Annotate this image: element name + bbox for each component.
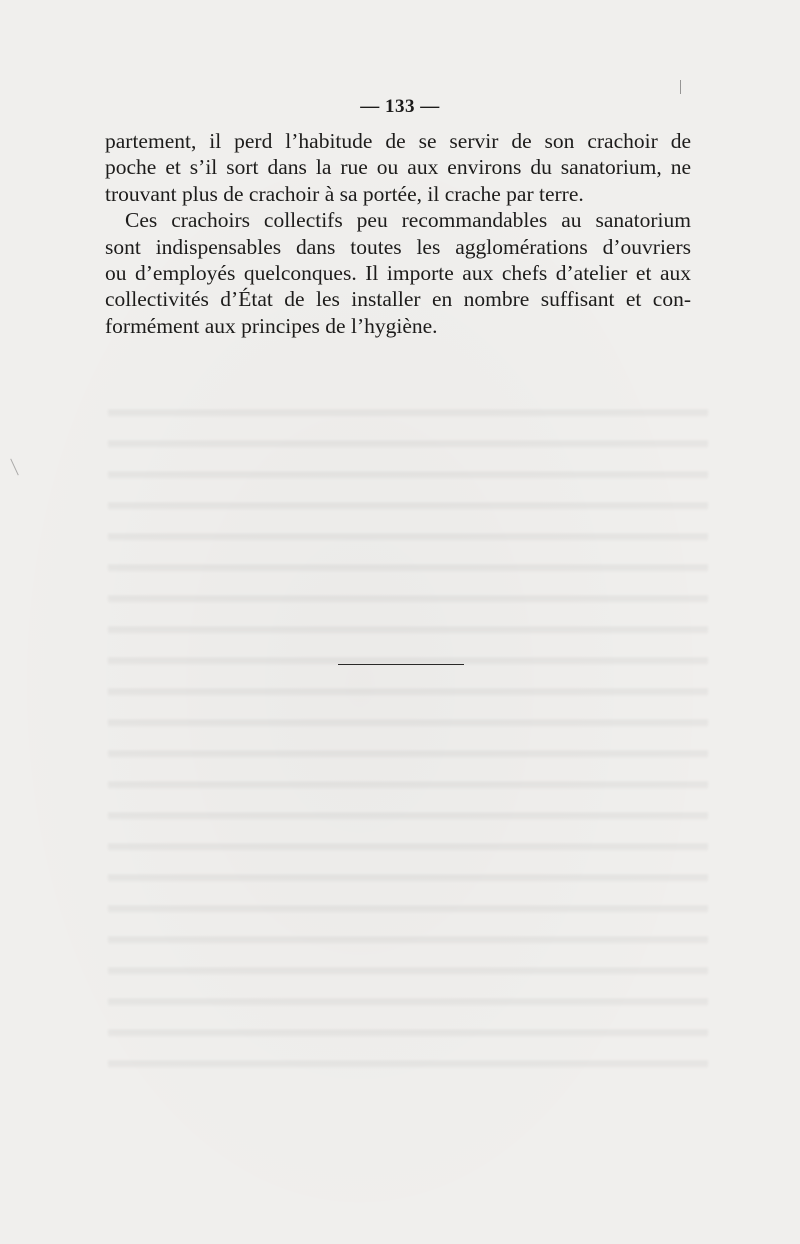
- text-line: Ces crachoirs collectifs peu recommandables au sanatorium: [125, 208, 691, 233]
- text-line: collectivités d’État de les installer en nombre suffisant et con-: [105, 287, 691, 312]
- text-line: sont indispensables dans toutes les agglomérations d’ouvriers: [105, 234, 691, 259]
- section-divider: [338, 664, 464, 665]
- show-through-text: [108, 395, 708, 1075]
- text-line: ou d’employés quelconques. Il importe aux chefs d’atelier et aux: [105, 261, 691, 286]
- page-number: — 133 —: [360, 96, 440, 117]
- text-line: partement, il perd l’habitude de se servir de son crachoir de: [105, 129, 691, 153]
- text-line: formément aux principes de l’hygiène.: [105, 313, 438, 338]
- body-text: [105, 128, 691, 339]
- text-line-indented: [105, 207, 691, 233]
- text-line: poche et s’il sort dans la rue ou aux environs du sanatorium, ne: [105, 155, 691, 180]
- text-line: trouvant plus de crachoir à sa portée, il crache par terre.: [105, 181, 584, 206]
- margin-mark: [680, 80, 681, 94]
- margin-mark-left: [10, 459, 19, 476]
